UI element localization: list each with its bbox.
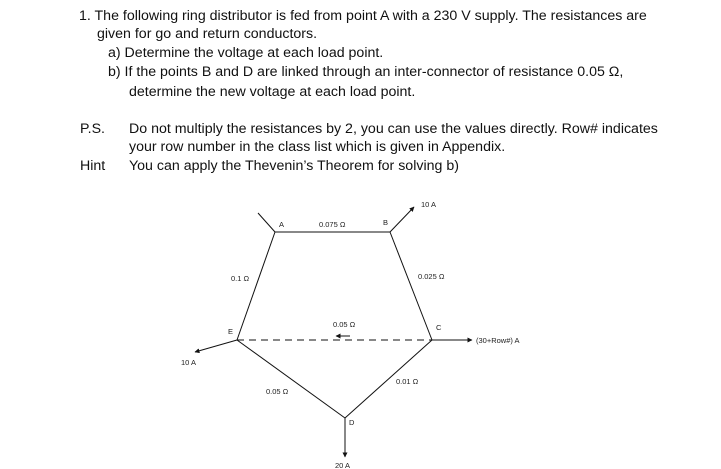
- resistance-ea: 0.1 Ω: [231, 274, 250, 283]
- conductor-cd: [345, 340, 432, 418]
- ps-line-2: your row number in the class list which is given in Appendix.: [129, 139, 506, 155]
- resistance-interconnector: 0.05 Ω: [333, 320, 356, 329]
- resistance-bc: 0.025 Ω: [418, 272, 445, 281]
- load-current-e: 10 A: [181, 358, 197, 367]
- conductor-ea: [237, 232, 275, 340]
- node-label-d: D: [349, 418, 355, 427]
- question-part-b: b) If the points B and D are linked through an inter-connector of resistance 0.05 Ω,: [108, 64, 624, 80]
- load-current-b: 10 A: [421, 200, 437, 209]
- conductor-bc: [390, 232, 432, 340]
- node-label-a: A: [279, 220, 285, 229]
- load-arrow-b-icon: [390, 207, 414, 232]
- question-line-2: given for go and return conductors.: [97, 26, 318, 42]
- resistance-cd: 0.01 Ω: [396, 377, 419, 386]
- ps-line-1: Do not multiply the resistances by 2, you can use the values directly. Row# indicates: [129, 121, 658, 137]
- load-current-d: 20 A: [335, 461, 351, 469]
- question-part-b-cont: determine the new voltage at each load point.: [129, 84, 416, 100]
- node-label-c: C: [436, 323, 442, 332]
- node-label-b: B: [383, 218, 389, 227]
- question-part-a: a) Determine the voltage at each load point.: [108, 45, 384, 61]
- question-line-1: 1. The following ring distributor is fed from point A with a 230 V supply. The resistances are: [79, 8, 647, 24]
- load-current-c: (30+Row#) A: [476, 336, 520, 345]
- hint-text: You can apply the Thevenin’s Theorem for solving b): [129, 158, 459, 174]
- ps-label: P.S.: [80, 121, 105, 137]
- conductor-de: [237, 340, 345, 418]
- node-label-e: E: [228, 327, 234, 336]
- hint-label: Hint: [80, 158, 106, 174]
- resistance-de: 0.05 Ω: [266, 387, 289, 396]
- resistance-ab: 0.075 Ω: [319, 220, 346, 229]
- supply-feed-line: [258, 213, 275, 232]
- load-arrow-e-icon: [195, 340, 237, 352]
